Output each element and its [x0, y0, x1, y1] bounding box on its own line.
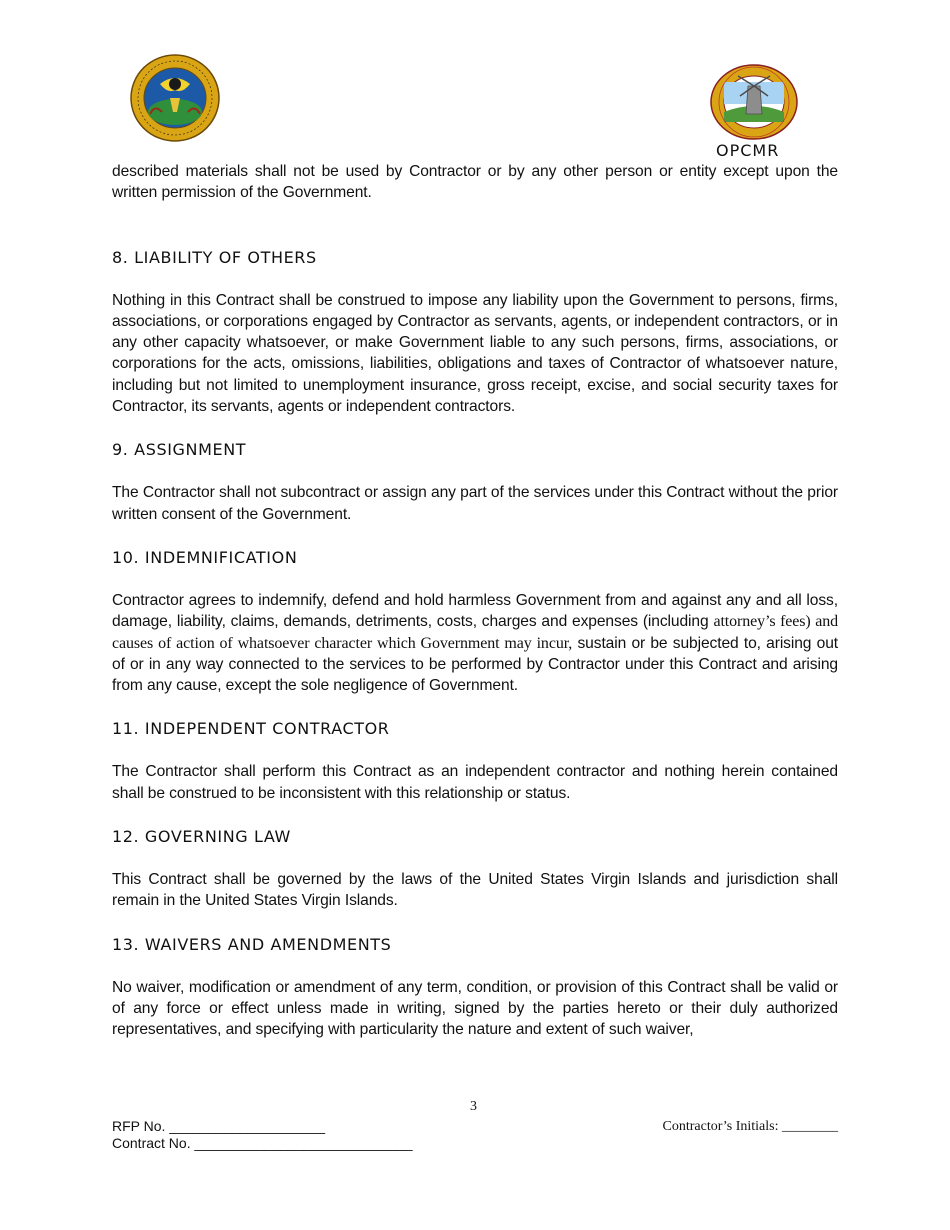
contract-number-line: Contract No. ____________________________	[112, 1135, 413, 1151]
section-text-indemnification	[112, 590, 838, 696]
section-heading-independent-contractor: 11. INDEPENDENT CONTRACTOR	[112, 719, 390, 739]
section-text-liability-of-others: Nothing in this Contract shall be construed to impose any liability upon the Government to persons, firms, associations, or corporations engaged by Contractor as servants, agents, or independent contractors, or in any other capacity whatsoever, or make Government liable to any such persons, firms, associations, or corporations for the acts, omissions, liabilities, obligations and taxes of Contractor of whatsoever nature, including but not limited to unemployment insurance, gross receipt, excise, and social security taxes for Contractor, its servants, agents or independent contractors.	[112, 291, 838, 416]
section-text-independent-contractor: The Contractor shall perform this Contract as an independent contractor and nothing herein contained shall be construed to be inconsistent with this relationship or status.	[112, 763, 838, 802]
contractor-initials-line: Contractor’s Initials: ________	[662, 1119, 838, 1134]
section-heading-waivers-and-amendments: 13. WAIVERS AND AMENDMENTS	[112, 934, 392, 954]
rfp-number-line: RFP No. ____________________	[112, 1118, 326, 1134]
section-text-governing-law: This Contract shall be governed by the laws of the United States Virgin Islands and jurisdiction shall remain in the United States Virgin Islands.	[112, 871, 838, 910]
indemnification-text-part-1: Contractor agrees to indemnify, defend and hold harmless Government from and against any and all loss, damage, liability, claims, demands, detriments, costs, charges and expenses (including	[112, 591, 838, 631]
section-heading-liability-of-others: 8. LIABILITY OF OTHERS	[112, 247, 317, 267]
footer-reference-numbers	[112, 1118, 413, 1152]
page-number: 3	[470, 1099, 477, 1114]
section-heading-assignment: 9. ASSIGNMENT	[112, 440, 247, 460]
property-and-procurement-seal	[710, 64, 798, 140]
intro-paragraph: described materials shall not be used by Contractor or by any other person or entity except upon the written permission of the Government.	[112, 163, 838, 202]
organization-label: OPCMR	[716, 141, 780, 160]
virgin-islands-government-seal	[130, 54, 220, 142]
section-heading-indemnification: 10. INDEMNIFICATION	[112, 547, 298, 567]
section-text-assignment: The Contractor shall not subcontract or assign any part of the services under this Contract without the prior written consent of the Government.	[112, 484, 838, 523]
indemnification-text-part-2: attorney’s fees) and causes of action of whatsoever character which Government may incur,	[112, 613, 838, 652]
indemnification-text-part-3: sustain or be subjected to, arising out of or in any way connected to the services to be performed by Contractor under this Contract and arising from any cause, except the sole negligence of Government.	[112, 634, 839, 695]
section-text-waivers-and-amendments: No waiver, modification or amendment of any term, condition, or provision of this Contract shall be valid or of any force or effect unless made in writing, signed by the parties hereto or their duly authorized representatives, and specifying with particularity the nature and extent of such waiver,	[112, 978, 838, 1039]
document-body	[112, 161, 838, 1041]
section-heading-governing-law: 12. GOVERNING LAW	[112, 827, 291, 847]
